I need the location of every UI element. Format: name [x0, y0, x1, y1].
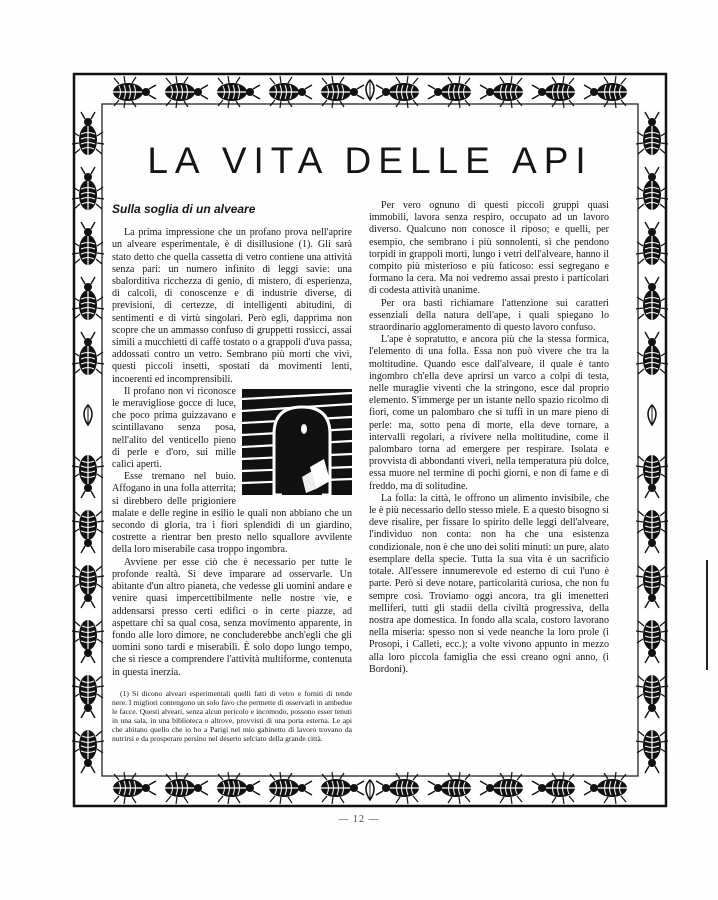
- section-heading: Sulla soglia di un alveare: [112, 202, 256, 216]
- paragraph: Per vero ognuno di questi piccoli gruppi quasi immobili, lavora senza respiro, occupato ad un lavoro diverso. Qualcuno non conosce il riposo; e quelli, per esempio, che sembrano i più sonnolenti, sì che pendono torpidi in grappoli morti, lungo i vetri dell'alveare, hanno il compito più misterioso e più faticoso: essi segregano e formano la cera. Ma noi vedremo assai presto i particolari di codesta attività unanime.: [369, 200, 609, 297]
- footnote: [112, 689, 352, 743]
- page-title: LA VITA DELLE API: [147, 140, 593, 181]
- footnote-text: (1) Si dicono alveari esperimentali quelli fatti di vetro e forniti di tende nere. I migliori contengono un solo favo che permette di osservarli in ambedue le facce. Questi alveari, senza alcun pericolo e incomodo, possono esser tenuti in una sala, in una biblioteca o altrove, provvisti di una porta esterna. Le api che abitano quello che io ho a Parigi nel mio gabinetto di lavoro trovano da nutrirsi e da prosperare persino nel deserto selciato della grande città.: [112, 688, 352, 743]
- page-number: — 12 —: [338, 814, 380, 825]
- hive-woodcut-illustration: [242, 389, 352, 495]
- paragraph: Esse tremano nel buio. Affogano in una folla atterrita; si direbbero delle prigioniere malate e delle regine in esilio le quali non abbiano che un secondo di gloria, tra i fiori splendidi di un giardino, costrette a rientrar ben presto nello squallore avvilente della loro miserabile casa troppo ingombra.: [112, 471, 352, 556]
- paragraph: Avviene per esse ciò che è necessario per tutte le profonde realtà. Si deve imparare ad osservarle. Un abitante d'un altro pianeta, che vedesse gli uomini andare e venire quasi impercettibilmente nelle nostre vie, e addensarsi presso certi edifici o in certe piazze, ad aspettare chi sa qual cosa, senza movimento apparente, in fondo alle loro dimore, ne concluderebbe anch'egli che gli uomini sono tardi e miserabili. È solo dopo lungo tempo, che si riesce a comprendere l'attività multiforme, contenuta in questa inerzia.: [112, 556, 352, 678]
- paragraph: La prima impressione che un profano prova nell'aprire un alveare esperimentale, è di disillusione (1). Gli sarà stato detto che quella cassetta di vetro contiene una attività senza pari: un numero infinito di leggi savie: una sbalorditiva ricchezza di genio, di mistero, di esperienza, di calcoli, di conoscenze e di industrie diverse, di previsioni, di certezze, di intelligenti abitudini, di sentimenti e di virtù singolari. Però egli, dapprima non scopre che un ammasso confuso di gruppetti rossicci, assai simili a mucchietti di caffè tostato o a grappoli d'uva passa, addossati contro un vetro. Sembrano più morti che vivi, questi piccoli insetti, spostati da movimenti lenti, incoerenti ed incomprensibili.: [112, 227, 352, 385]
- paragraph: L'ape è sopratutto, e ancora più che la stessa formica, l'elemento di una folla. Essa non può vivere che tra la moltitudine. Quando esce dall'alveare, il quale è tanto ingombro ch'ella deve aprirsi un varco a colpi di testa, nelle muraglie viventi che la stringono, esce dal proprio elemento. S'immerge per un istante nello spazio ricolmo di fiori, come un palombaro che si tuffi in un mare pieno di perle: ma, sotto pena di morte, ella deve tornare, a intervalli regolari, a rivivere nella moltitudine, come il palombaro torna ad emergere per respirare. Isolata e provvista di abbondanti viveri, nella temperatura più dolce, essa muore nel termine di pochi giorni, e non di fame e di freddo, ma di solitudine.: [369, 334, 609, 492]
- left-column: [112, 200, 352, 743]
- paragraph: Il profano non vi riconosce le meravigliose gocce di luce, che poco prima guizzavano e scintillavano senza posa, nell'alito del venticello pieno di perle e d'oro, sui mille calici aperti.: [112, 385, 236, 471]
- paragraph: La folla: la città, le offrono un alimento invisibile, che le è più necessario dello stesso miele. E a questo bisogno si deve risalire, per fissare lo spirito delle leggi dell'alveare, l'individuo non conta: non ha che una esistenza condizionale, non è che uno dei soliti minuti: un pure, alato esemplare della specie. Tutta la sua vita è un sacrificio totale. All'essere innumerevole ed esterno di cui l'uno è parte. Però si deve notare, particolarità curiosa, che non fu sempre così. Troviamo oggi ancora, tra gli imenetteri melliferi, tutti gli stadii della civiltà progressiva, della nostra ape domestica. In fondo alla scala, costoro lavorano nella miseria: spesso non si vede neanche la loro prole (i Prosopi, i Calleti, ecc.); a volte vivono appunto in mezzo alla loro piccola famiglia che essi creano ogni anno, (i Bordoni).: [369, 492, 609, 675]
- page-edge-mark: [706, 560, 708, 670]
- paragraph: Per ora basti richiamare l'attenzione sui caratteri essenziali della natura dell'ape, i quali spiegano lo straordinario agglomeramento di questo lavoro confuso.: [369, 297, 609, 334]
- right-column: [369, 200, 609, 676]
